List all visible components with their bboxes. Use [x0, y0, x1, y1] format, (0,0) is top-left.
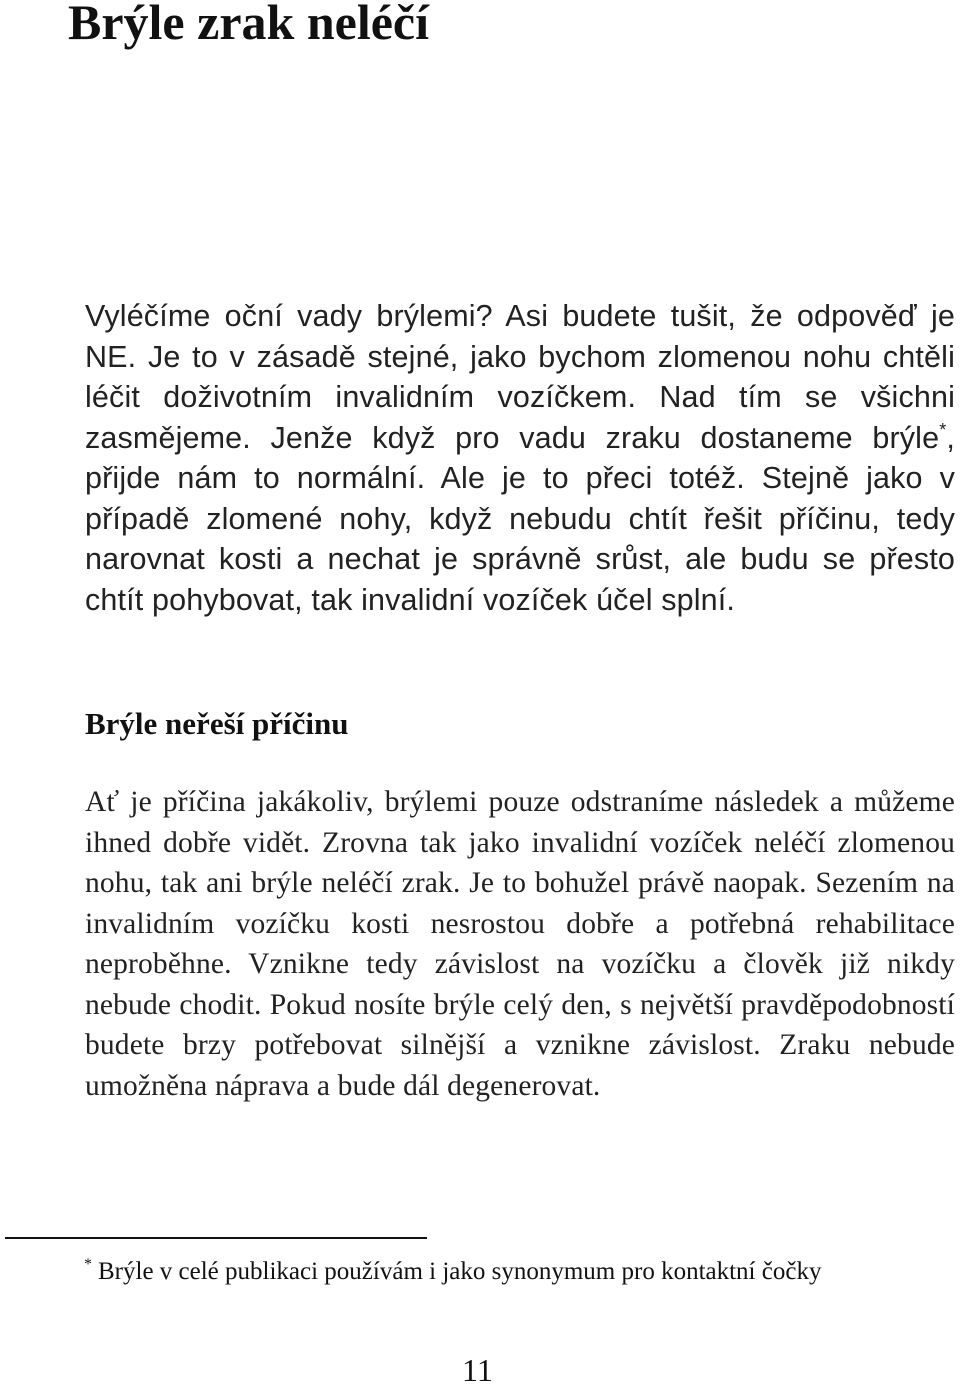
page-number: 11 [462, 1352, 493, 1388]
footnote-text: Brýle v celé publikaci používám i jako synonymum pro kontaktní čočky [98, 1258, 822, 1285]
intro-text-start: Vyléčíme oční vady brýlemi? Asi budete tušit, že odpověď je NE. Je to v zásadě stejné, jako bychom zlomenou nohu chtěli léčit doživotním invalidním vozíčkem. Nad tím se všichni zasmějeme. Jenže když pro vadu zraku dostaneme brýle [85, 299, 955, 455]
page-title: Brýle zrak neléčí [68, 0, 429, 50]
footnote-reference-mark[interactable]: * [939, 419, 947, 440]
section-heading: Brýle neřeší příčinu [85, 706, 349, 741]
footnote-divider [5, 1237, 427, 1239]
footnote [84, 1253, 821, 1291]
footnote-mark: * [84, 1256, 92, 1273]
intro-paragraph [85, 296, 955, 620]
intro-text-end: , přijde nám to normální. Ale je to přeci totéž. Stejně jako v případě zlomené nohy, když nebudu chtít řešit příčinu, tedy narovnat kosti a nechat je správně srůst, ale budu se přesto chtít pohybovat, tak invalidní vozíček účel splní. [85, 420, 955, 617]
section-paragraph: Ať je příčina jakákoliv, brýlemi pouze odstraníme následek a můžeme ihned dobře vidět. Zrovna tak jako invalidní vozíček neléčí zlomenou nohu, tak ani brýle neléčí zrak. Je to bohužel právě naopak. Sezením na invalidním vozíčku kosti nesrostou dobře a potřebná rehabilitace neproběhne. Vznikne tedy závislost na vozíčku a člověk již nikdy nebude chodit. Pokud nosíte brýle celý den, s největší pravděpodobností budete brzy potřebovat silnější a vznikne závislost. Zraku nebude umožněna náprava a bude dál degenerovat. [85, 786, 955, 1102]
